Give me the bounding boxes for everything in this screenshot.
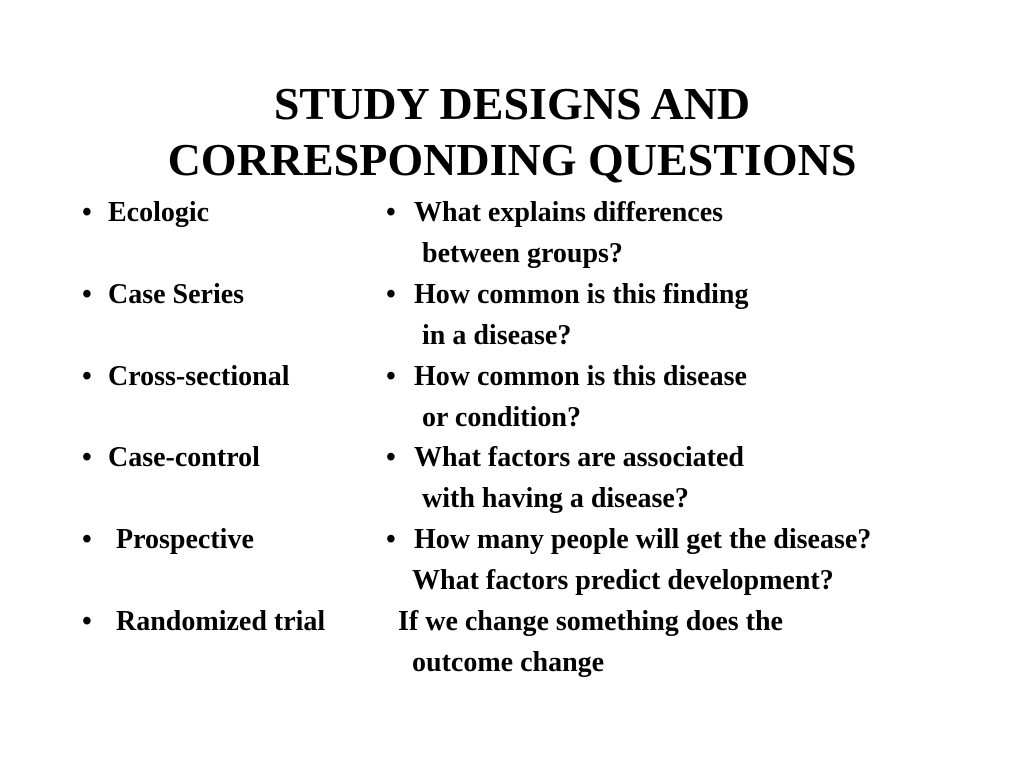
design-label-ecologic: Ecologic [108, 197, 210, 228]
design-bullet: • [82, 361, 92, 392]
question-bullet: • [386, 524, 396, 555]
question-randomized-trial-line-2: outcome change [412, 647, 605, 678]
design-label-randomized-trial: Randomized trial [116, 606, 326, 637]
design-bullet: • [82, 524, 92, 555]
question-case-series-line-1: How common is this finding [414, 279, 749, 310]
design-bullet: • [82, 606, 92, 637]
slide-title-line-2: CORRESPONDING QUESTIONS [167, 134, 857, 185]
design-label-case-series: Case Series [108, 279, 245, 310]
question-case-control-line-2: with having a disease? [422, 483, 689, 514]
question-cross-sectional-line-1: How common is this disease [414, 361, 747, 392]
question-bullet: • [386, 361, 396, 392]
slide-title [0, 76, 1024, 188]
question-prospective-line-2: What factors predict development? [412, 565, 834, 596]
question-ecologic-line-2: between groups? [422, 238, 623, 269]
question-cross-sectional-line-2: or condition? [422, 402, 581, 433]
slide-title-line-1: STUDY DESIGNS AND [273, 78, 751, 129]
design-label-cross-sectional: Cross-sectional [108, 361, 290, 392]
question-bullet: • [386, 197, 396, 228]
question-prospective-line-1: How many people will get the disease? [414, 524, 872, 555]
design-bullet: • [82, 442, 92, 473]
question-case-control-line-1: What factors are associated [414, 442, 744, 473]
design-label-case-control: Case-control [108, 442, 260, 473]
question-bullet: • [386, 442, 396, 473]
question-bullet: • [386, 279, 396, 310]
question-case-series-line-2: in a disease? [422, 320, 572, 351]
question-ecologic-line-1: What explains differences [414, 197, 724, 228]
question-randomized-trial-line-1: If we change something does the [398, 606, 783, 637]
design-label-prospective: Prospective [116, 524, 254, 555]
design-bullet: • [82, 197, 92, 228]
design-bullet: • [82, 279, 92, 310]
